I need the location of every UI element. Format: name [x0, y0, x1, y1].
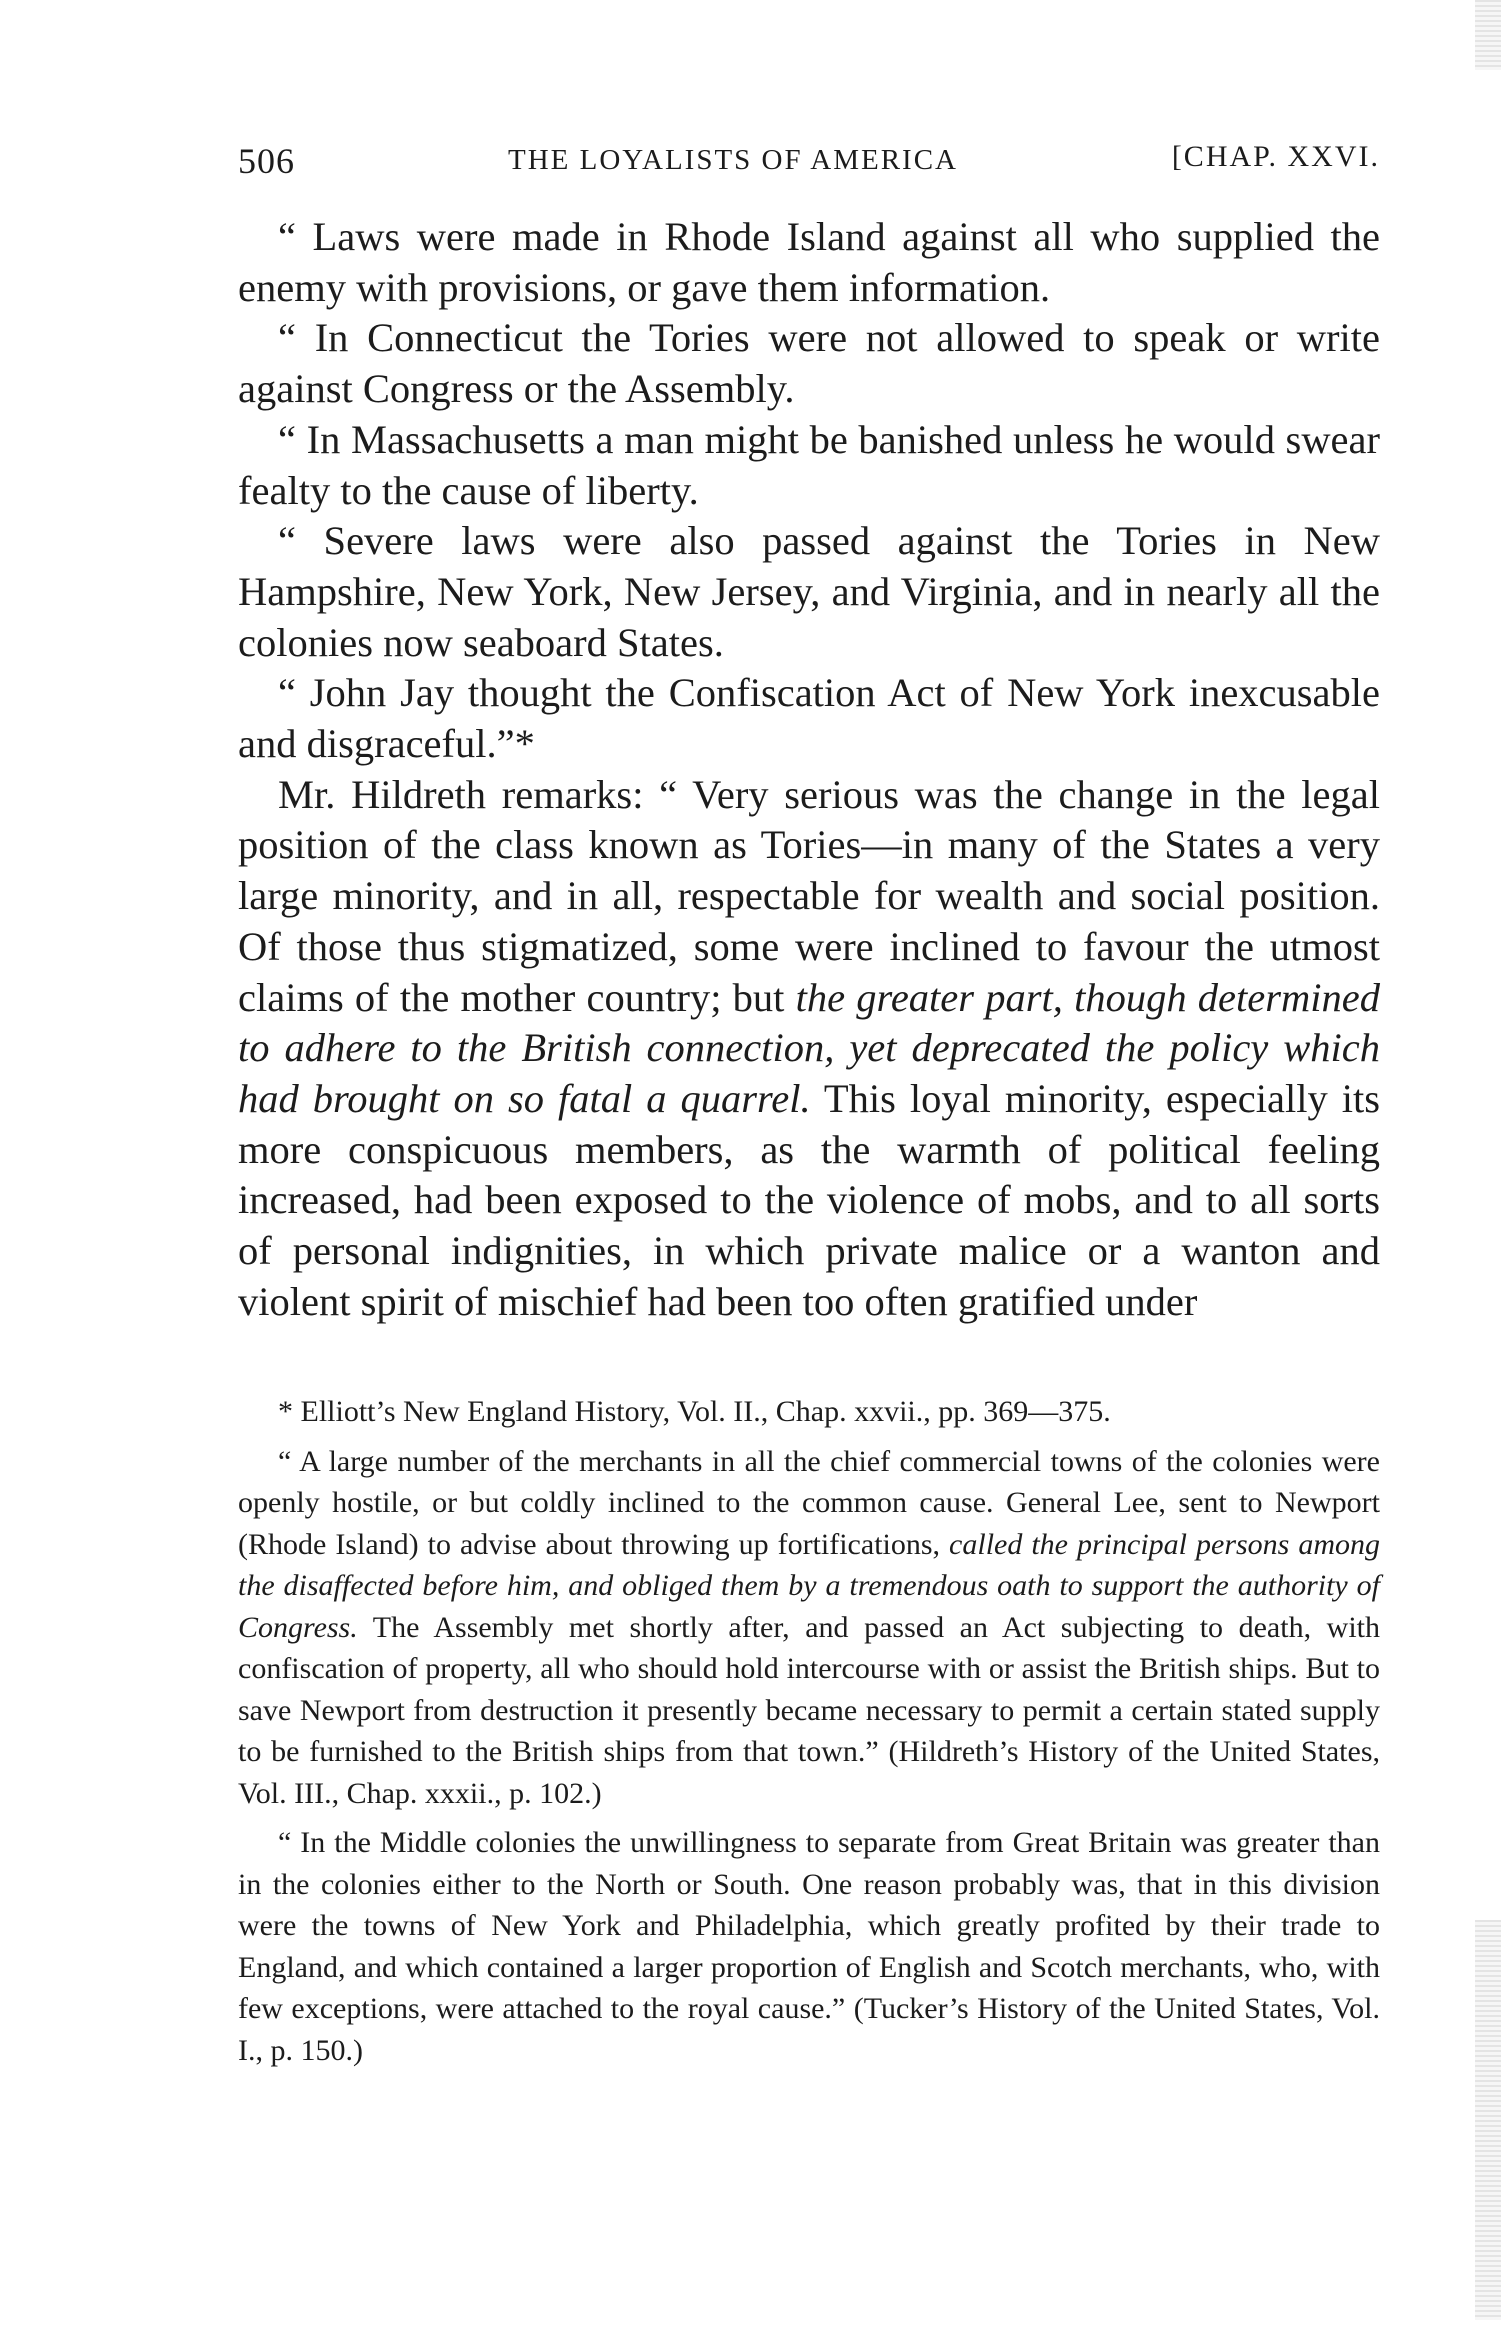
paragraph-connecticut: “ In Connecticut the Tories were not allowed to speak or write against Congress or the Assembly.	[238, 315, 1380, 412]
hildreth-text-end: This loyal minority, especially its more conspicuous members, as the warmth of political feeling increased, had been exposed to the violence of mobs, and to all sorts of personal indignities, in which private malice or a wanton and violent spirit of mischief had been too often gratified under	[238, 1075, 1380, 1324]
scan-edge-bottom	[1475, 1920, 1501, 2320]
hildreth-text-start: Mr. Hildreth remarks: “ Very serious was the change in the legal position of the class known as Tories—in many of the States a very large minority, and in all, respectable for wealth and social position. Of those thus stigmatized, some were inclined to favour the utmost claims of the mother country; but	[238, 771, 1380, 1020]
footnote-elliott: * Elliott’s New England History, Vol. II., Chap. xxvii., pp. 369—375.	[278, 1395, 1111, 1429]
hildreth-italic-passage: the greater part, though determined to adhere to the British connection, yet deprecated the policy which had brought on so fatal a quarrel.	[238, 974, 1380, 1121]
running-title: THE LOYALISTS OF AMERICA	[508, 144, 958, 176]
paragraph-hildreth	[238, 770, 1380, 1328]
footnotes	[238, 1391, 1380, 2071]
footnote-middle-colonies: “ In the Middle colonies the unwillingness to separate from Great Britain was greater than in the colonies either to the North or South. One reason probably was, that in this division were the towns of New York and Philadelphia, which greatly profited by their trade to England, and which contained a larger proportion of English and Scotch merchants, who, with few exceptions, were attached to the royal cause.” (Tucker’s History of the United States, Vol. I., p. 150.)	[238, 1826, 1380, 2067]
page-number: 506	[238, 141, 295, 181]
running-head	[238, 140, 1380, 188]
paragraph-rhode-island: “ Laws were made in Rhode Island against all who supplied the enemy with provisions, or gave them information.	[238, 214, 1380, 310]
chapter-label: [CHAP. XXVI.	[1171, 140, 1380, 173]
scan-edge-top	[1475, 0, 1501, 70]
paragraph-john-jay: “ John Jay thought the Confiscation Act of New York inexcusable and disgraceful.”*	[238, 670, 1380, 767]
footnote-merchants-end: The Assembly met shortly after, and passed an Act subjecting to death, with confiscation of property, all who should hold intercourse with or assist the British ships. But to save Newport from destruction it presently became necessary to permit a certain stated supply to be furnished to the British ships from that town.” (Hildreth’s History of the United States, Vol. III., Chap. xxxii., p. 102.)	[238, 1610, 1380, 1810]
footnote-merchants-italic: called the principal persons among the disaffected before him, and obliged them by a tremendous oath to support the authority of Congress.	[238, 1527, 1381, 1644]
book-page	[238, 140, 1380, 2071]
paragraph-massachusetts: “ In Massachusetts a man might be banished unless he would swear fealty to the cause of liberty.	[238, 416, 1380, 513]
footnote-merchants	[238, 1441, 1380, 1815]
paragraph-severe-laws: “ Severe laws were also passed against the Tories in New Hampshire, New York, New Jersey, and Virginia, and in nearly all the colonies now seaboard States.	[238, 518, 1380, 665]
main-text	[238, 212, 1380, 1327]
footnote-merchants-start: “ A large number of the merchants in all the chief commercial towns of the colonies were openly hostile, or but coldly inclined to the common cause. General Lee, sent to Newport (Rhode Island) to advise about throwing up fortifications,	[238, 1444, 1380, 1561]
